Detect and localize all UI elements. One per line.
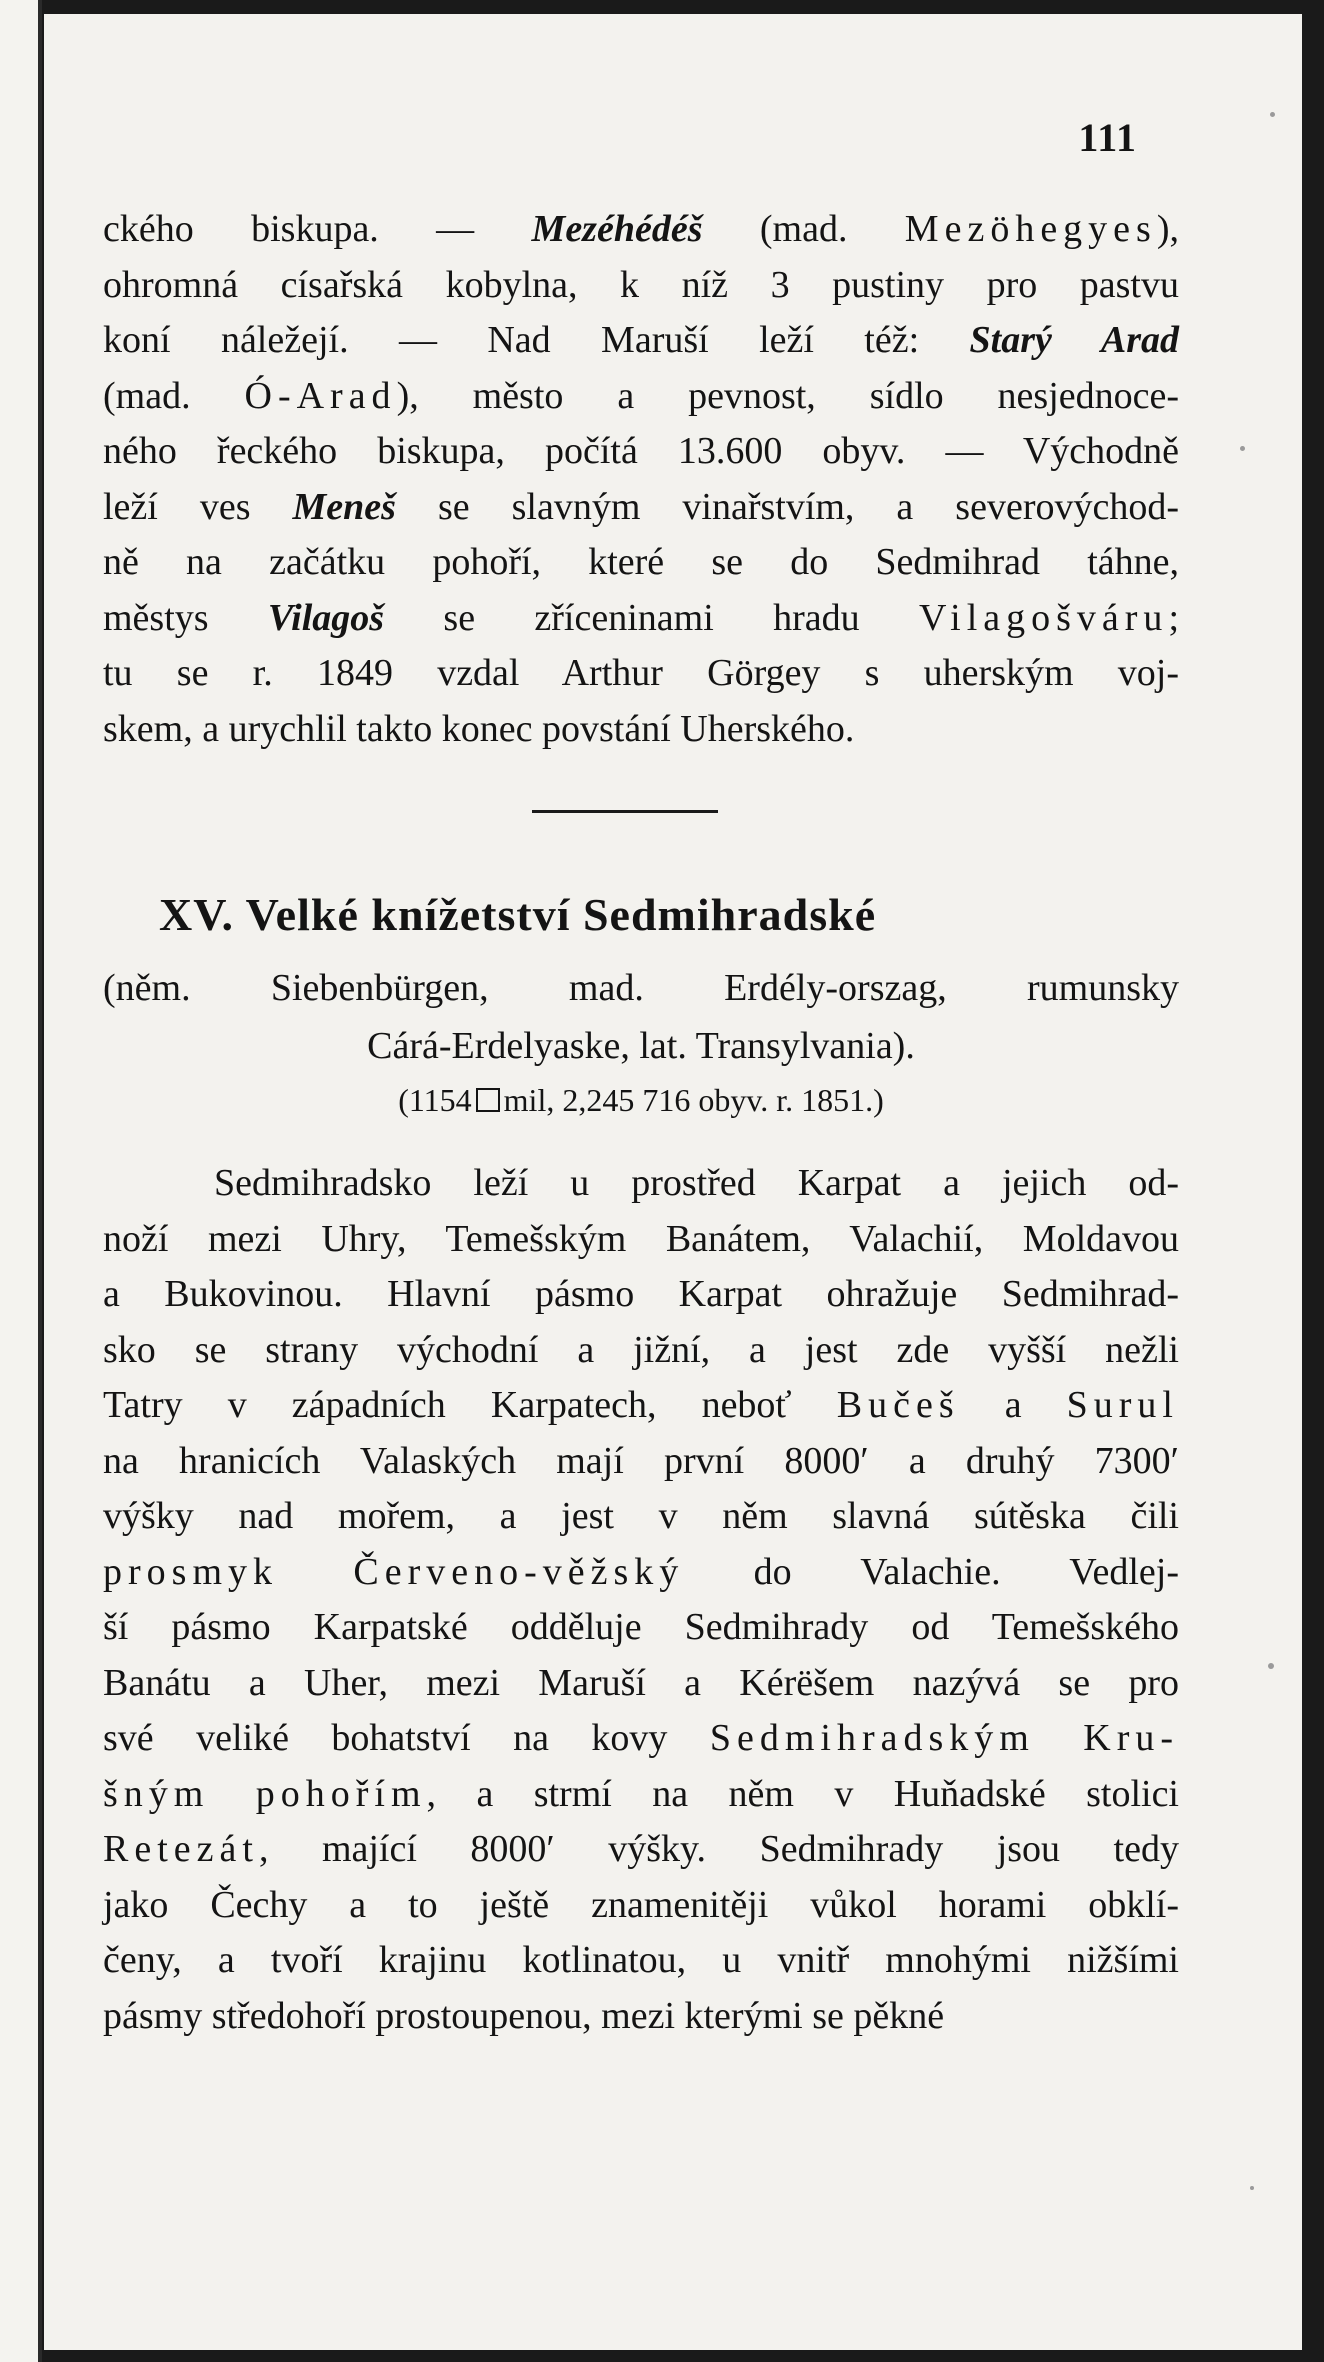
section-divider-rule (532, 810, 718, 813)
text-line (103, 202, 1179, 258)
text-run: ší pásmo Karpatské odděluje Sedmihrady od Temešského (103, 1606, 1179, 1648)
text-line (103, 1989, 1179, 2045)
text-run: koní náležejí. — Nad Maruší leží též: (103, 319, 970, 361)
text-line (103, 1933, 1179, 1989)
page-number: 111 (1078, 115, 1137, 160)
place-name-italic: Mezéhédéš (531, 208, 703, 250)
text-run: ), (1156, 208, 1179, 250)
spaced-emphasis: Retezát (103, 1828, 259, 1870)
text-run: čeny, a tvoří krajinu kotlinatou, u vnitř mnohými nižšími (103, 1939, 1179, 1981)
facing-page-edge (0, 0, 42, 2362)
stats-area-value: (1154 (398, 1082, 472, 1118)
text-run: výšky nad mořem, a jest v něm slavná sútěska čili (103, 1495, 1179, 1537)
text-run: a Bukovinou. Hlavní pásmo Karpat ohražuje Sedmihrad- (103, 1273, 1179, 1315)
book-page (44, 14, 1302, 2350)
text-run: (mad. (702, 208, 905, 250)
text-line (103, 1156, 1179, 1212)
scan-speck (1240, 446, 1245, 451)
spaced-emphasis: Sedmihradským Kru- (709, 1717, 1180, 1759)
text-line (103, 1378, 1179, 1434)
text-run: noží mezi Uhry, Temešským Banátem, Valachií, Moldavou (103, 1217, 1179, 1260)
spaced-emphasis: Bučeš (836, 1384, 960, 1426)
text-run: Tatry v západních Karpatech, neboť (103, 1384, 837, 1426)
text-run: ckého biskupa. — (103, 208, 532, 250)
text-run: městys (103, 596, 268, 639)
text-line (103, 480, 1179, 536)
stats-population: mil, 2,245 716 obyv. r. 1851.) (503, 1082, 884, 1118)
text-line (103, 1878, 1179, 1934)
text-run: jako Čechy a to ještě znamenitěji vůkol horami obklí- (103, 1883, 1179, 1926)
text-line (103, 1656, 1179, 1712)
text-line (103, 1711, 1179, 1767)
text-run: ), město a pevnost, sídlo nesjednoce- (396, 374, 1180, 417)
text-line (103, 1767, 1179, 1823)
text-run: pásmy středohoří prostoupenou, mezi kterými se pěkné (103, 1994, 945, 2037)
text-line (103, 1545, 1179, 1601)
spaced-emphasis: Surul (1066, 1384, 1179, 1426)
text-line (103, 1267, 1179, 1323)
text-run: a (959, 1384, 1067, 1426)
alternate-names-line-2: Cárá-Erdelyaske, lat. Transylvania). (367, 1025, 915, 1067)
text-line (103, 1212, 1179, 1268)
text-run: ného řeckého biskupa, počítá 13.600 obyv. — Východně (103, 430, 1179, 472)
text-run: skem, a urychlil takto konec povstání Uherského. (103, 707, 855, 750)
scan-speck (1250, 2186, 1254, 2190)
alternate-names-line-1: (něm. Siebenbürgen, mad. Erdély-orszag, rumunsky (103, 967, 1179, 1009)
place-name-italic: Vilagoš (267, 596, 385, 639)
place-name-italic: Meneš (292, 485, 396, 528)
scan-speck (1268, 1663, 1274, 1669)
text-run: Sedmihradsko leží u prostřed Karpat a jejich od- (214, 1162, 1179, 1204)
text-run: leží ves (103, 485, 293, 528)
text-run: , mající 8000′ výšky. Sedmihrady jsou tedy (258, 1828, 1179, 1870)
text-run: tu se r. 1849 vzdal Arthur Görgey s uherským voj- (103, 652, 1179, 694)
text-line (103, 424, 1179, 480)
section-statistics (103, 1082, 1179, 1119)
spaced-emphasis: Mezöhegyes (904, 208, 1157, 250)
text-line (103, 646, 1179, 702)
text-run: ohromná císařská kobylna, k níž 3 pustiny pro pastvu (103, 263, 1179, 306)
square-mile-icon (476, 1088, 500, 1112)
text-line (103, 1600, 1179, 1656)
text-line (103, 702, 1179, 758)
spaced-emphasis: Ó-Arad (244, 374, 397, 417)
text-run: se slavným vinařstvím, a severovýchod- (395, 485, 1179, 528)
spaced-emphasis: Vilagošváru (918, 596, 1169, 639)
text-run: své veliké bohatství na kovy (103, 1717, 710, 1759)
text-line (103, 258, 1179, 314)
text-run: Banátu a Uher, mezi Maruší a Kérëšem nazývá se pro (103, 1661, 1179, 1704)
text-line (103, 369, 1179, 425)
text-run: sko se strany východní a jižní, a jest zde vyšší nežli (103, 1328, 1179, 1371)
place-name-italic: Starý Arad (969, 319, 1179, 361)
text-run: , a strmí na něm v Huňadské stolici (426, 1772, 1179, 1815)
text-line (103, 591, 1179, 647)
section-alternate-names (103, 959, 1179, 1075)
spaced-emphasis: šným pohořím (103, 1772, 427, 1815)
text-run: ně na začátku pohoří, které se do Sedmihrad táhne, (103, 541, 1179, 583)
text-run: (mad. (103, 374, 245, 417)
text-line (103, 1822, 1179, 1878)
text-line (103, 1323, 1179, 1379)
text-line (103, 313, 1179, 369)
section-heading: XV. Velké knížetství Sedmihradské (159, 889, 877, 940)
continuation-paragraph (103, 202, 1179, 757)
text-line (103, 1434, 1179, 1490)
text-run: na hranicích Valaských mají první 8000′ a druhý 7300′ (103, 1439, 1179, 1482)
text-run: se zříceninami hradu (384, 596, 919, 639)
text-run: ; (1168, 596, 1179, 639)
text-run: do Valachie. Vedlej- (684, 1550, 1179, 1593)
text-line (103, 535, 1179, 591)
scan-speck (1270, 112, 1275, 117)
spaced-emphasis: prosmyk Červeno-věžský (103, 1550, 685, 1593)
body-paragraph (103, 1156, 1179, 2044)
text-line (103, 1489, 1179, 1545)
